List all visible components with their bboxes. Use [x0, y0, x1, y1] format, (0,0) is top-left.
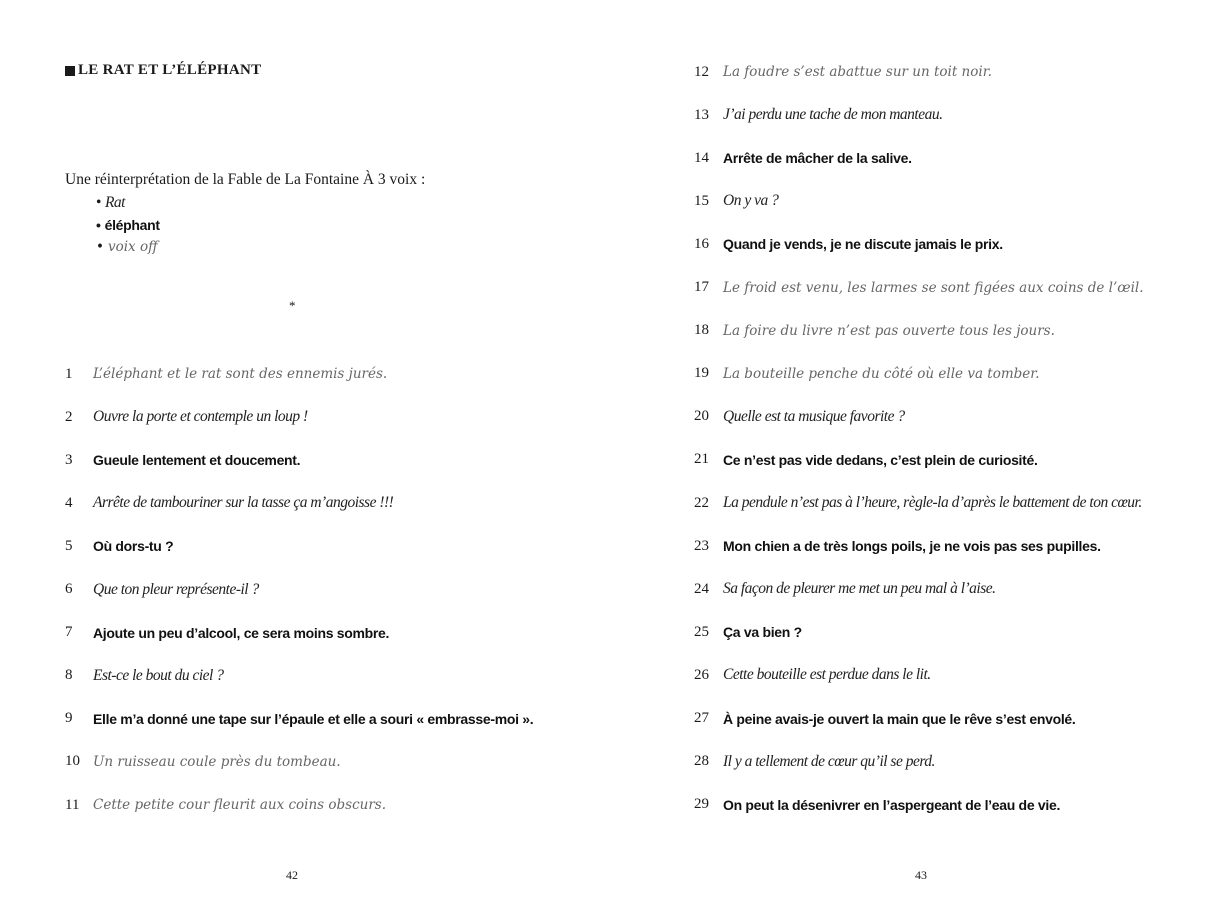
line-number: 12: [694, 63, 709, 80]
right-page: [607, 0, 1214, 913]
line-number: 23: [694, 537, 709, 554]
line-text: La pendule n’est pas à l’heure, règle-la d’après le battement de ton cœur.: [723, 494, 1142, 511]
line-number: 5: [65, 537, 73, 554]
line-number: 18: [694, 322, 709, 339]
line-number: 28: [694, 753, 709, 770]
line-text: Un ruisseau coule près du tombeau.: [93, 753, 341, 770]
line-text: La foudre s’est abattue sur un toit noir.: [723, 64, 992, 80]
line-text: Cette petite cour fleurit aux coins obscurs.: [93, 797, 387, 813]
line-number: 13: [694, 106, 709, 123]
line-number: 8: [65, 667, 73, 684]
dialogue-line: [65, 491, 585, 515]
fable-title: [65, 62, 261, 79]
dialogue-line: [694, 405, 1194, 429]
dialogue-line: [694, 663, 1194, 687]
dialogue-line: [694, 750, 1194, 774]
dialogue-line: [65, 707, 585, 731]
line-number: 11: [65, 796, 80, 813]
dialogue-line: [65, 578, 585, 602]
dialogue-line: [694, 793, 1194, 817]
dialogue-line: [65, 664, 585, 688]
line-text: Elle m’a donné une tape sur l’épaule et elle a souri « embrasse-moi ».: [93, 710, 534, 727]
line-text: Arrête de tambouriner sur la tasse ça m’angoisse !!!: [93, 494, 394, 512]
dialogue-line: [65, 362, 585, 386]
line-text: Sa façon de pleurer me met un peu mal à l’aise.: [723, 580, 996, 598]
line-text: La foire du livre n’est pas ouverte tous les jours.: [723, 322, 1055, 339]
line-text: Cette bouteille est perdue dans le lit.: [723, 666, 931, 684]
voice-item-elephant: • éléphant: [96, 215, 160, 237]
dialogue-line: [694, 362, 1194, 386]
dialogue-line: [694, 448, 1194, 472]
line-number: 17: [694, 279, 709, 295]
dialogue-line: [694, 232, 1194, 256]
page-number-right: 43: [915, 868, 927, 882]
line-text: Il y a tellement de cœur qu’il se perd.: [723, 752, 935, 770]
voice-list: [96, 193, 160, 259]
line-text: Ajoute un peu d’alcool, ce sera moins sombre.: [93, 624, 390, 641]
dialogue-line: [65, 750, 585, 774]
line-number: 6: [65, 581, 73, 597]
line-text: Gueule lentement et doucement.: [93, 452, 301, 469]
dialogue-line: [694, 189, 1194, 213]
line-number: 27: [694, 710, 709, 726]
dialogue-line: [694, 534, 1194, 558]
dialogue-line: [694, 319, 1194, 343]
line-text: Que ton pleur représente-il ?: [93, 580, 259, 598]
line-text: On y va ?: [723, 192, 779, 210]
line-number: 24: [694, 580, 709, 597]
voice-item-voice-off: • voix off: [96, 237, 160, 259]
line-number: 3: [65, 451, 73, 468]
line-text: On peut la désenivrer en l’aspergeant de l’eau de vie.: [723, 796, 1061, 813]
dialogue-line: [65, 621, 585, 645]
line-number: 16: [694, 235, 709, 252]
dialogue-line: [694, 103, 1194, 127]
voice-item-rat: • Rat: [96, 193, 160, 215]
line-text: Ouvre la porte et contemple un loup !: [93, 408, 308, 426]
line-text: Quelle est ta musique favorite ?: [723, 407, 905, 425]
line-text: L’éléphant et le rat sont des ennemis jurés.: [93, 366, 388, 382]
line-text: Ce n’est pas vide dedans, c’est plein de curiosité.: [723, 451, 1038, 468]
fable-title-text: LE RAT ET L’ÉLÉPHANT: [78, 62, 262, 78]
line-text: Où dors-tu ?: [93, 538, 174, 555]
intro-text: Une réinterprétation de la Fable de La Fontaine À 3 voix :: [65, 171, 426, 188]
dialogue-line: [694, 491, 1194, 515]
line-number: 22: [694, 494, 709, 511]
dialogue-line: [65, 405, 585, 429]
line-text: Quand je vends, je ne discute jamais le prix.: [723, 236, 1003, 253]
line-number: 20: [694, 408, 709, 425]
line-number: 2: [65, 408, 73, 425]
line-text: Ça va bien ?: [723, 624, 802, 641]
page-number-left: 42: [286, 868, 298, 882]
line-number: 4: [65, 494, 73, 511]
dialogue-line: [694, 276, 1194, 300]
line-number: 1: [65, 365, 73, 382]
dialogue-line: [65, 448, 585, 472]
line-number: 26: [694, 666, 709, 683]
line-number: 10: [65, 753, 80, 770]
title-square-icon: [65, 66, 75, 76]
dialogue-line: [694, 60, 1194, 84]
dialogue-line: [65, 534, 585, 558]
line-number: 29: [694, 796, 709, 813]
line-text: Mon chien a de très longs poils, je ne vois pas ses pupilles.: [723, 538, 1101, 555]
line-text: Est-ce le bout du ciel ?: [93, 666, 224, 684]
dialogue-line: [694, 620, 1194, 644]
dialogue-line: [694, 146, 1194, 170]
line-text: Le froid est venu, les larmes se sont figées aux coins de l’œil.: [723, 279, 1144, 296]
line-number: 21: [694, 451, 709, 468]
line-number: 9: [65, 710, 73, 727]
dialogue-line: [65, 793, 585, 817]
line-text: La bouteille penche du côté où elle va tomber.: [723, 365, 1040, 382]
line-number: 14: [694, 149, 709, 166]
line-number: 19: [694, 365, 709, 382]
line-number: 15: [694, 192, 709, 209]
dialogue-line: [694, 707, 1194, 731]
line-text: J’ai perdu une tache de mon manteau.: [723, 106, 943, 124]
line-number: 25: [694, 623, 709, 640]
line-text: Arrête de mâcher de la salive.: [723, 150, 912, 167]
section-separator: *: [289, 298, 296, 313]
line-text: À peine avais-je ouvert la main que le rêve s’est envolé.: [723, 710, 1076, 727]
line-number: 7: [65, 624, 73, 641]
dialogue-line: [694, 577, 1194, 601]
